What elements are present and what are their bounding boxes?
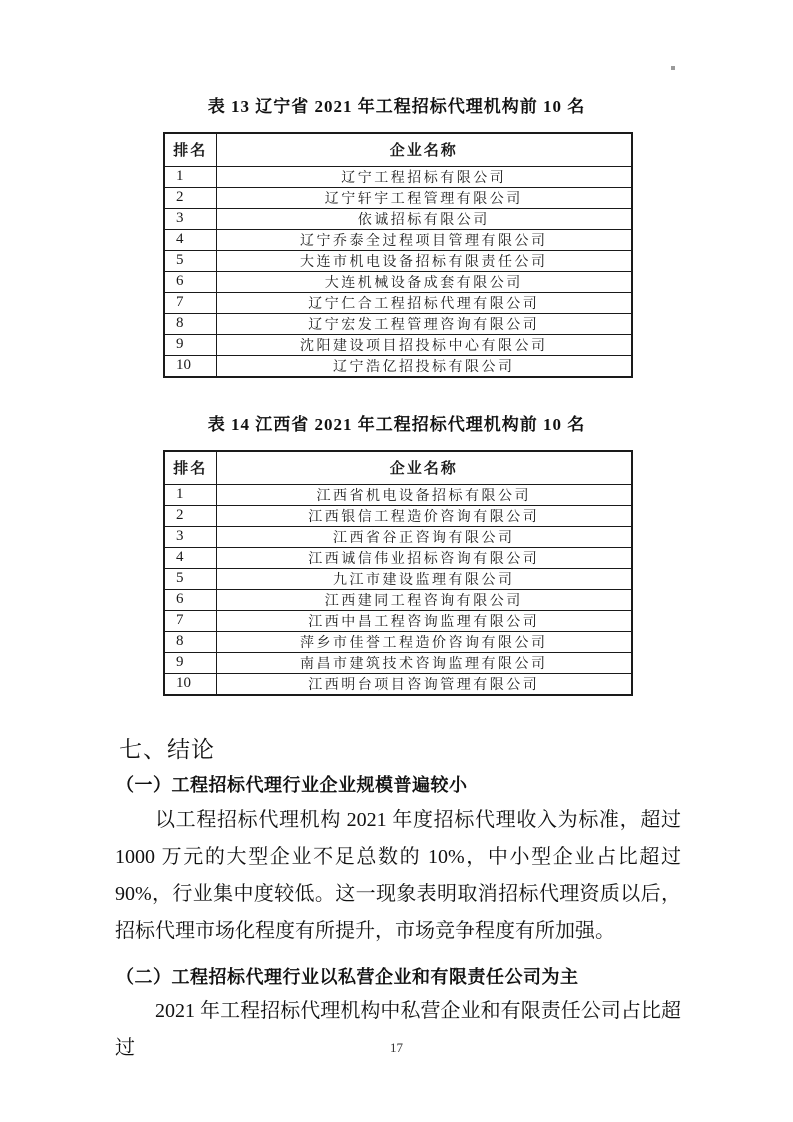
- rank-cell: 2: [164, 187, 216, 208]
- rank-column-header: 排名: [164, 451, 216, 484]
- table-row: [164, 568, 632, 589]
- table-row: [164, 589, 632, 610]
- rank-cell: 6: [164, 589, 216, 610]
- company-name-cell: 江西省谷正咨询有限公司: [216, 526, 632, 547]
- table-row: [164, 547, 632, 568]
- rank-cell: 4: [164, 547, 216, 568]
- rank-cell: 3: [164, 208, 216, 229]
- company-name-cell: 大连机械设备成套有限公司: [216, 271, 632, 292]
- company-name-cell: 沈阳建设项目招投标中心有限公司: [216, 334, 632, 355]
- table-row: [164, 313, 632, 334]
- jiangxi-rank-table: [163, 450, 633, 696]
- company-name-cell: 江西建同工程咨询有限公司: [216, 589, 632, 610]
- company-name-cell: 江西省机电设备招标有限公司: [216, 484, 632, 505]
- company-name-cell: 南昌市建筑技术咨询监理有限公司: [216, 652, 632, 673]
- company-name-cell: 江西中昌工程咨询监理有限公司: [216, 610, 632, 631]
- company-name-cell: 辽宁工程招标有限公司: [216, 166, 632, 187]
- rank-cell: 9: [164, 652, 216, 673]
- rank-cell: 7: [164, 292, 216, 313]
- rank-column-header: 排名: [164, 133, 216, 166]
- table-row: [164, 355, 632, 377]
- rank-cell: 10: [164, 355, 216, 377]
- company-column-header: 企业名称: [216, 133, 632, 166]
- rank-cell: 10: [164, 673, 216, 695]
- conclusion-section-heading: 七、结论: [119, 736, 215, 762]
- table-row: [164, 610, 632, 631]
- company-name-cell: 辽宁乔泰全过程项目管理有限公司: [216, 229, 632, 250]
- table-row: [164, 187, 632, 208]
- rank-cell: 1: [164, 484, 216, 505]
- table-row: [164, 526, 632, 547]
- rank-cell: 2: [164, 505, 216, 526]
- rank-cell: 8: [164, 313, 216, 334]
- company-name-cell: 依诚招标有限公司: [216, 208, 632, 229]
- company-name-cell: 大连市机电设备招标有限责任公司: [216, 250, 632, 271]
- table-row: [164, 652, 632, 673]
- table-row: [164, 631, 632, 652]
- rank-cell: 6: [164, 271, 216, 292]
- subsection-1-paragraph: 以工程招标代理机构 2021 年度招标代理收入为标准，超过 1000 万元的大型企业不足总数的 10%，中小型企业占比超过 90%，行业集中度较低。这一现象表明取消招标代理资质以后，招标代理市场化程度有所提升，市场竞争程度有所加强。: [115, 809, 681, 942]
- rank-cell: 7: [164, 610, 216, 631]
- company-name-cell: 辽宁宏发工程管理咨询有限公司: [216, 313, 632, 334]
- subsection-2-paragraph: 2021 年工程招标代理机构中私营企业和有限责任公司占比超过: [115, 1000, 681, 1059]
- rank-cell: 1: [164, 166, 216, 187]
- table-header-row: [164, 133, 632, 166]
- company-column-header: 企业名称: [216, 451, 632, 484]
- rank-cell: 9: [164, 334, 216, 355]
- table-row: [164, 673, 632, 695]
- company-name-cell: 九江市建设监理有限公司: [216, 568, 632, 589]
- table-row: [164, 484, 632, 505]
- liaoning-rank-table: [163, 132, 633, 378]
- company-name-cell: 辽宁轩宇工程管理有限公司: [216, 187, 632, 208]
- rank-cell: 4: [164, 229, 216, 250]
- table-row: [164, 334, 632, 355]
- subsection-1-heading: （一）工程招标代理行业企业规模普遍较小: [116, 775, 468, 795]
- rank-cell: 3: [164, 526, 216, 547]
- company-name-cell: 萍乡市佳誉工程造价咨询有限公司: [216, 631, 632, 652]
- table-row: [164, 505, 632, 526]
- rank-cell: 5: [164, 568, 216, 589]
- rank-cell: 8: [164, 631, 216, 652]
- table-13-caption: 表 13 辽宁省 2021 年工程招标代理机构前 10 名: [207, 97, 586, 116]
- table-row: [164, 250, 632, 271]
- company-name-cell: 辽宁仁合工程招标代理有限公司: [216, 292, 632, 313]
- table-row: [164, 271, 632, 292]
- page-number: 17: [390, 1040, 403, 1055]
- table-row: [164, 166, 632, 187]
- scan-artifact-dot: [671, 66, 675, 70]
- table-row: [164, 229, 632, 250]
- table-row: [164, 292, 632, 313]
- company-name-cell: 江西诚信伟业招标咨询有限公司: [216, 547, 632, 568]
- company-name-cell: 江西明台项目咨询管理有限公司: [216, 673, 632, 695]
- table-header-row: [164, 451, 632, 484]
- company-name-cell: 江西银信工程造价咨询有限公司: [216, 505, 632, 526]
- company-name-cell: 辽宁浩亿招投标有限公司: [216, 355, 632, 377]
- table-14-caption: 表 14 江西省 2021 年工程招标代理机构前 10 名: [207, 415, 586, 434]
- table-row: [164, 208, 632, 229]
- rank-cell: 5: [164, 250, 216, 271]
- subsection-2-heading: （二）工程招标代理行业以私营企业和有限责任公司为主: [116, 967, 579, 987]
